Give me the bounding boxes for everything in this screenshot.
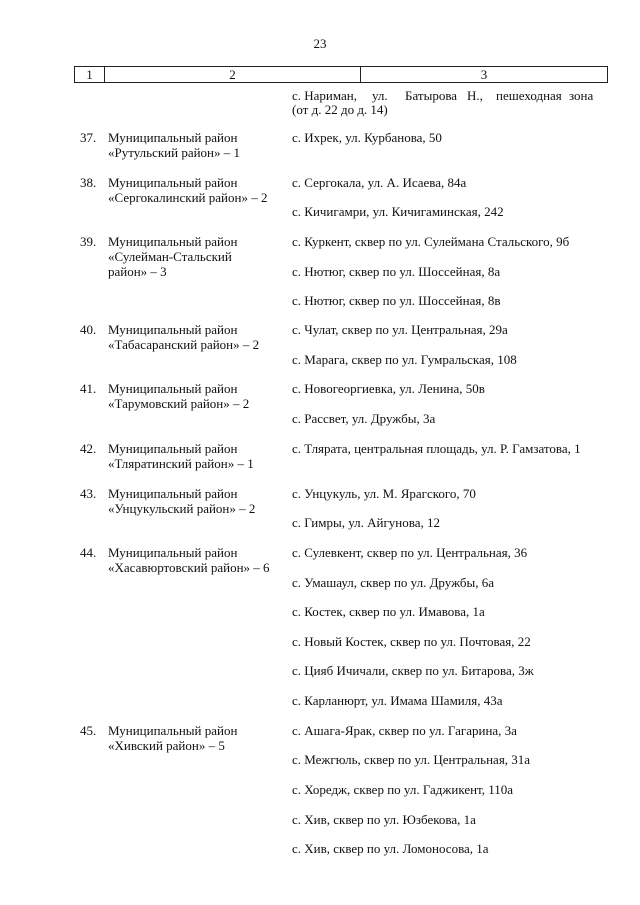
- district-line: «Хасавюртовский район» – 6: [108, 560, 270, 575]
- page-number: 23: [313, 36, 327, 51]
- district-name: [108, 175, 283, 205]
- continuation-word: с. Нариман,: [292, 88, 357, 103]
- entry-number: 45.: [80, 723, 97, 738]
- entry-number: 37.: [80, 130, 97, 145]
- continuation-word: зона: [569, 88, 594, 103]
- district-line: Муниципальный район: [108, 441, 238, 456]
- district-line: «Рутульский район» – 1: [108, 145, 241, 160]
- address-item: с. Сергокала, ул. А. Исаева, 84а: [292, 175, 467, 190]
- district-line: Муниципальный район: [108, 545, 238, 560]
- continuation-word: Батырова: [405, 88, 458, 103]
- address-item: с. Гимры, ул. Айгунова, 12: [292, 515, 440, 530]
- continuation-address-line2: (от д. 22 до д. 14): [292, 102, 388, 117]
- district-line: «Сергокалинский район» – 2: [108, 190, 268, 205]
- district-name: [108, 545, 283, 575]
- continuation-word: Н.,: [467, 88, 483, 103]
- address-item: с. Хив, сквер по ул. Юзбекова, 1а: [292, 812, 476, 827]
- continuation-word: пешеходная: [496, 88, 562, 103]
- district-line: Муниципальный район: [108, 723, 238, 738]
- address-item: с. Костек, сквер по ул. Имавова, 1а: [292, 604, 485, 619]
- entry-number: 43.: [80, 486, 97, 501]
- district-line: район» – 3: [108, 264, 167, 279]
- address-item: с. Карланюрт, ул. Имама Шамиля, 43а: [292, 693, 503, 708]
- entry-number: 44.: [80, 545, 97, 560]
- address-item: с. Цияб Ичичали, сквер по ул. Битарова, 3ж: [292, 663, 534, 678]
- district-line: «Хивский район» – 5: [108, 738, 225, 753]
- address-item: с. Унцукуль, ул. М. Ярагского, 70: [292, 486, 476, 501]
- entry-number: 38.: [80, 175, 97, 190]
- district-line: Муниципальный район: [108, 234, 238, 249]
- address-item: с. Новогеоргиевка, ул. Ленина, 50в: [292, 381, 485, 396]
- district-line: Муниципальный район: [108, 130, 238, 145]
- entry-number: 41.: [80, 381, 97, 396]
- district-line: Муниципальный район: [108, 175, 238, 190]
- table-header-row: [74, 66, 608, 83]
- district-line: «Тарумовский район» – 2: [108, 396, 250, 411]
- district-line: «Унцукульский район» – 2: [108, 501, 256, 516]
- address-item: с. Межгюль, сквер по ул. Центральная, 31а: [292, 752, 531, 767]
- district-line: «Тляратинский район» – 1: [108, 456, 254, 471]
- address-item: с. Сулевкент, сквер по ул. Центральная, 36: [292, 545, 528, 560]
- entry-number: 40.: [80, 322, 97, 337]
- header-col-1: 1: [75, 67, 105, 82]
- address-item: с. Ашага-Ярак, сквер по ул. Гагарина, 3а: [292, 723, 517, 738]
- district-name: [108, 381, 283, 411]
- district-line: Муниципальный район: [108, 322, 238, 337]
- address-item: с. Кичигамри, ул. Кичигаминская, 242: [292, 204, 504, 219]
- address-item: с. Нютюг, сквер по ул. Шоссейная, 8в: [292, 293, 501, 308]
- address-item: с. Умашаул, сквер по ул. Дружбы, 6а: [292, 575, 495, 590]
- address-item: с. Куркент, сквер по ул. Сулеймана Стальского, 9б: [292, 234, 570, 249]
- entry-number: 39.: [80, 234, 97, 249]
- district-name: [108, 322, 283, 352]
- district-line: «Сулейман-Стальский: [108, 249, 232, 264]
- district-name: [108, 130, 283, 160]
- district-name: [108, 234, 283, 279]
- district-name: [108, 486, 283, 516]
- address-item: с. Новый Костек, сквер по ул. Почтовая, 22: [292, 634, 531, 649]
- address-item: с. Хив, сквер по ул. Ломоносова, 1а: [292, 841, 489, 856]
- entry-number: 42.: [80, 441, 97, 456]
- district-line: «Табасаранский район» – 2: [108, 337, 260, 352]
- address-item: с. Нютюг, сквер по ул. Шоссейная, 8а: [292, 264, 501, 279]
- address-item: с. Тлярата, центральная площадь, ул. Р. Гамзатова, 1: [292, 441, 581, 456]
- district-name: [108, 723, 283, 753]
- address-item: с. Рассвет, ул. Дружбы, 3а: [292, 411, 436, 426]
- header-col-2: 2: [105, 67, 361, 82]
- address-item: с. Чулат, сквер по ул. Центральная, 29а: [292, 322, 508, 337]
- address-item: с. Марага, сквер по ул. Гумральская, 108: [292, 352, 517, 367]
- address-item: с. Хоредж, сквер по ул. Гаджикент, 110а: [292, 782, 514, 797]
- header-col-3: 3: [480, 67, 488, 82]
- district-name: [108, 441, 283, 471]
- district-line: Муниципальный район: [108, 381, 238, 396]
- address-item: с. Ихрек, ул. Курбанова, 50: [292, 130, 442, 145]
- continuation-word: ул.: [372, 88, 388, 103]
- district-line: Муниципальный район: [108, 486, 238, 501]
